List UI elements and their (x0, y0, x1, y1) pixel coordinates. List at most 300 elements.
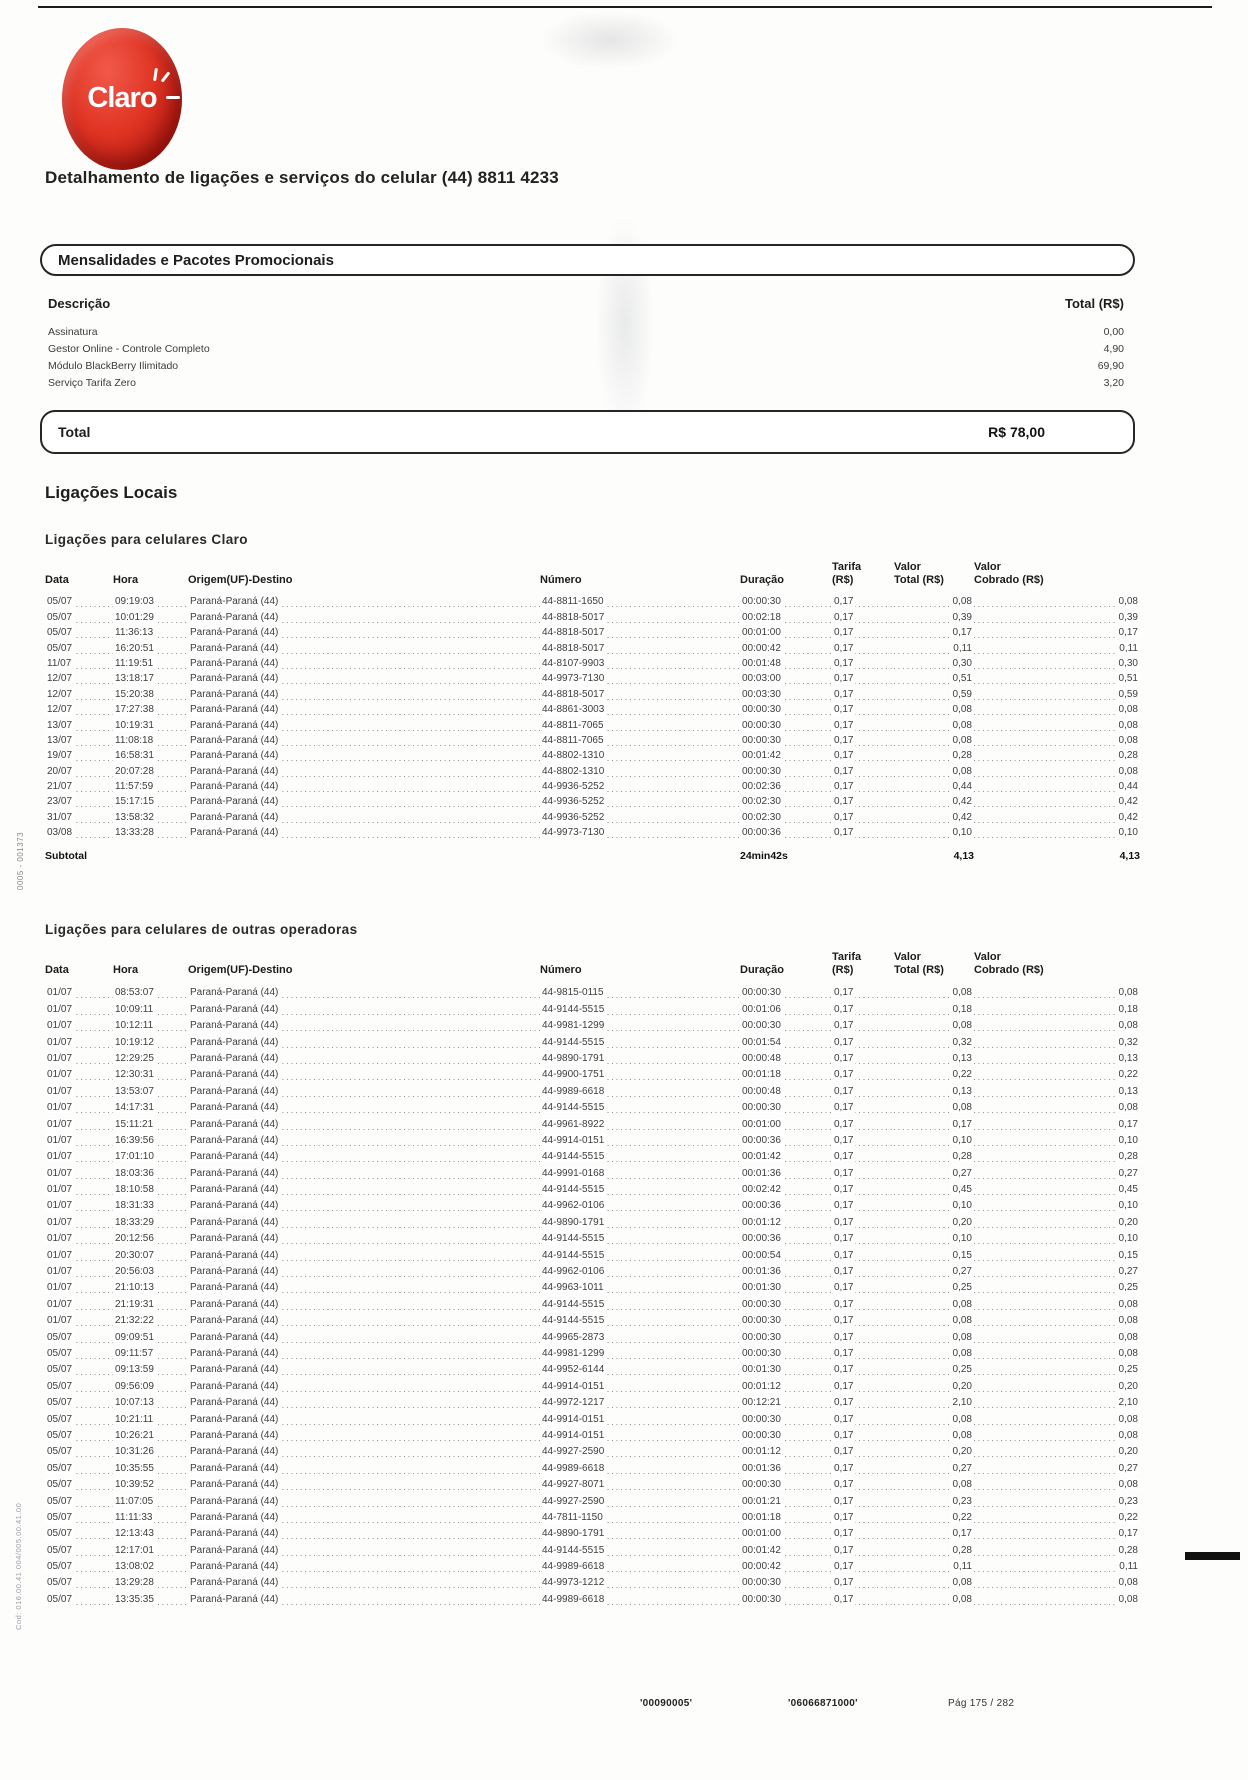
cell-valor-total: 0,27 (894, 1162, 974, 1178)
column-header: Duração (740, 574, 785, 586)
section-header-label: Mensalidades e Pacotes Promocionais (58, 252, 334, 269)
cell-valor-cobrado: 2,10 (974, 1392, 1140, 1408)
total-value: R$ 78,00 (988, 424, 1045, 440)
cell-data: 01/07 (45, 1146, 113, 1162)
call-row (45, 715, 1140, 730)
cell-valor-cobrado: 0,28 (974, 746, 1140, 761)
cell-numero: 44-8818-5017 (540, 623, 740, 638)
cell-hora: 08:53:07 (113, 982, 188, 998)
cell-valor-cobrado: 0,11 (974, 1556, 1140, 1572)
cell-valor-cobrado: 0,17 (974, 1113, 1140, 1129)
cell-numero: 44-9989-6618 (540, 1457, 740, 1473)
cell-data: 01/07 (45, 1310, 113, 1326)
cell-valor-total: 0,08 (894, 715, 974, 730)
cell-hora: 17:01:10 (113, 1146, 188, 1162)
margin-code-top: 0005 - 001373 (16, 831, 25, 890)
cell-numero: 44-9914-0151 (540, 1408, 740, 1424)
cell-tarifa: 0,17 (832, 1408, 894, 1424)
cell-origem-destino: Paraná-Paraná (44) (188, 1113, 540, 1129)
cell-tarifa: 0,17 (832, 1343, 894, 1359)
cell-tarifa: 0,17 (832, 1048, 894, 1064)
cell-data: 13/07 (45, 731, 113, 746)
cell-data: 19/07 (45, 746, 113, 761)
cell-valor-total: 0,10 (894, 823, 974, 838)
column-header: Origem(UF)-Destino (188, 574, 293, 586)
scan-smudge (540, 10, 680, 70)
cell-hora: 11:08:18 (113, 731, 188, 746)
cell-data: 05/07 (45, 1490, 113, 1506)
cell-hora: 21:32:22 (113, 1310, 188, 1326)
cell-numero: 44-8818-5017 (540, 638, 740, 653)
call-row (45, 1146, 1140, 1162)
column-header: Duração (740, 964, 785, 976)
cell-duracao: 00:03:30 (740, 684, 832, 699)
cell-duracao: 00:00:30 (740, 761, 832, 776)
call-row (45, 1457, 1140, 1473)
subtotal-row (45, 838, 1140, 862)
cell-duracao: 00:01:48 (740, 654, 832, 669)
cell-numero: 44-9952-6144 (540, 1359, 740, 1375)
cell-data: 05/07 (45, 1441, 113, 1457)
cell-tarifa: 0,17 (832, 1507, 894, 1523)
cell-numero: 44-9144-5515 (540, 1244, 740, 1260)
cell-hora: 10:35:55 (113, 1457, 188, 1473)
cell-numero: 44-9973-1212 (540, 1572, 740, 1588)
cell-data: 20/07 (45, 761, 113, 776)
cell-valor-total: 0,10 (894, 1130, 974, 1146)
cell-numero: 44-9144-5515 (540, 1179, 740, 1195)
cell-valor-cobrado: 0,10 (974, 1130, 1140, 1146)
cell-data: 01/07 (45, 1048, 113, 1064)
call-row (45, 1556, 1140, 1572)
cell-valor-total: 0,13 (894, 1080, 974, 1096)
call-row (45, 623, 1140, 638)
cell-origem-destino: Paraná-Paraná (44) (188, 807, 540, 822)
cell-valor-cobrado: 0,13 (974, 1080, 1140, 1096)
cell-origem-destino: Paraná-Paraná (44) (188, 1408, 540, 1424)
cell-hora: 13:18:17 (113, 669, 188, 684)
cell-valor-total: 0,13 (894, 1048, 974, 1064)
cell-hora: 09:56:09 (113, 1375, 188, 1391)
column-header: Valor Total (R$) (894, 561, 944, 586)
call-row (45, 654, 1140, 669)
cell-tarifa: 0,17 (832, 1392, 894, 1408)
cell-valor-cobrado: 0,08 (974, 1293, 1140, 1309)
cell-valor-cobrado: 0,59 (974, 684, 1140, 699)
cell-duracao: 00:00:30 (740, 1588, 832, 1604)
cell-valor-cobrado: 0,17 (974, 1523, 1140, 1539)
cell-duracao: 00:00:30 (740, 592, 832, 607)
cell-valor-total: 0,11 (894, 1556, 974, 1572)
cell-tarifa: 0,17 (832, 700, 894, 715)
call-row (45, 998, 1140, 1014)
cell-origem-destino: Paraná-Paraná (44) (188, 1261, 540, 1277)
cell-valor-cobrado: 0,13 (974, 1048, 1140, 1064)
cell-valor-cobrado: 0,08 (974, 1588, 1140, 1604)
cell-duracao: 00:00:30 (740, 731, 832, 746)
call-row (45, 1375, 1140, 1391)
cell-valor-cobrado: 0,20 (974, 1211, 1140, 1227)
cell-numero: 44-9927-8071 (540, 1474, 740, 1490)
cell-valor-total: 0,39 (894, 607, 974, 622)
cell-valor-cobrado: 0,08 (974, 1572, 1140, 1588)
cell-valor-total: 0,08 (894, 1408, 974, 1424)
cell-valor-cobrado: 0,08 (974, 982, 1140, 998)
cell-hora: 16:58:31 (113, 746, 188, 761)
cell-hora: 10:19:31 (113, 715, 188, 730)
cell-valor-cobrado: 0,27 (974, 1457, 1140, 1473)
scan-registration-mark (1185, 1552, 1240, 1560)
cell-duracao: 00:01:12 (740, 1441, 832, 1457)
cell-origem-destino: Paraná-Paraná (44) (188, 654, 540, 669)
cell-duracao: 00:01:36 (740, 1162, 832, 1178)
cell-origem-destino: Paraná-Paraná (44) (188, 1064, 540, 1080)
cell-data: 05/07 (45, 1359, 113, 1375)
cell-duracao: 00:01:18 (740, 1507, 832, 1523)
cell-duracao: 00:00:42 (740, 638, 832, 653)
cell-valor-total: 0,17 (894, 623, 974, 638)
cell-valor-total: 0,10 (894, 1195, 974, 1211)
cell-hora: 20:07:28 (113, 761, 188, 776)
cell-duracao: 00:00:30 (740, 715, 832, 730)
cell-origem-destino: Paraná-Paraná (44) (188, 998, 540, 1014)
cell-duracao: 00:01:21 (740, 1490, 832, 1506)
cell-numero: 44-9989-6618 (540, 1556, 740, 1572)
call-row (45, 1113, 1140, 1129)
cell-tarifa: 0,17 (832, 777, 894, 792)
subsection-title: Ligações para celulares de outras operadoras (45, 922, 358, 937)
cell-numero: 44-9936-5252 (540, 792, 740, 807)
cell-valor-total: 0,25 (894, 1277, 974, 1293)
cell-valor-total: 0,08 (894, 1425, 974, 1441)
cell-numero: 44-9815-0115 (540, 982, 740, 998)
call-row (45, 1293, 1140, 1309)
cell-duracao: 00:00:30 (740, 1097, 832, 1113)
cell-tarifa: 0,17 (832, 731, 894, 746)
cell-valor-cobrado: 0,22 (974, 1064, 1140, 1080)
cell-valor-total: 0,25 (894, 1359, 974, 1375)
cell-hora: 18:33:29 (113, 1211, 188, 1227)
cell-hora: 13:33:28 (113, 823, 188, 838)
cell-hora: 09:19:03 (113, 592, 188, 607)
cell-data: 12/07 (45, 700, 113, 715)
table-header-row (45, 951, 1140, 982)
cell-hora: 13:08:02 (113, 1556, 188, 1572)
cell-origem-destino: Paraná-Paraná (44) (188, 1048, 540, 1064)
call-row (45, 592, 1140, 607)
cell-numero: 44-9936-5252 (540, 807, 740, 822)
cell-hora: 13:53:07 (113, 1080, 188, 1096)
column-header: Hora (113, 964, 139, 976)
cell-origem-destino: Paraná-Paraná (44) (188, 1588, 540, 1604)
cell-numero: 44-9927-2590 (540, 1490, 740, 1506)
call-row (45, 1228, 1140, 1244)
cell-data: 01/07 (45, 1293, 113, 1309)
column-header: Número (540, 964, 582, 976)
cell-origem-destino: Paraná-Paraná (44) (188, 1326, 540, 1342)
cell-data: 01/07 (45, 1031, 113, 1047)
cell-data: 05/07 (45, 1343, 113, 1359)
cell-numero: 44-9144-5515 (540, 998, 740, 1014)
cell-tarifa: 0,17 (832, 1474, 894, 1490)
cell-origem-destino: Paraná-Paraná (44) (188, 1507, 540, 1523)
cell-duracao: 00:00:30 (740, 1310, 832, 1326)
item-desc: Gestor Online - Controle Completo (48, 343, 210, 355)
cell-data: 05/07 (45, 638, 113, 653)
cell-hora: 09:13:59 (113, 1359, 188, 1375)
cell-tarifa: 0,17 (832, 1064, 894, 1080)
cell-valor-cobrado: 0,27 (974, 1261, 1140, 1277)
section-header-mensalidades (40, 244, 1135, 276)
cell-origem-destino: Paraná-Paraná (44) (188, 1244, 540, 1260)
cell-numero: 44-9890-1791 (540, 1048, 740, 1064)
item-desc: Serviço Tarifa Zero (48, 377, 136, 389)
cell-numero: 44-8802-1310 (540, 746, 740, 761)
cell-duracao: 00:00:48 (740, 1080, 832, 1096)
cell-tarifa: 0,17 (832, 1556, 894, 1572)
call-row (45, 1179, 1140, 1195)
cell-numero: 44-9144-5515 (540, 1539, 740, 1555)
footer-code-1: '00090005' (640, 1698, 693, 1709)
column-header: Data (45, 964, 69, 976)
cell-numero: 44-8107-9903 (540, 654, 740, 669)
cell-valor-total: 0,08 (894, 1293, 974, 1309)
cell-valor-total: 0,27 (894, 1261, 974, 1277)
cell-tarifa: 0,17 (832, 1425, 894, 1441)
cell-origem-destino: Paraná-Paraná (44) (188, 1080, 540, 1096)
call-row (45, 607, 1140, 622)
cell-tarifa: 0,17 (832, 761, 894, 776)
monthly-item (48, 375, 1124, 392)
cell-valor-total: 0,08 (894, 761, 974, 776)
cell-hora: 11:07:05 (113, 1490, 188, 1506)
cell-duracao: 00:01:00 (740, 1113, 832, 1129)
call-row (45, 1064, 1140, 1080)
cell-hora: 18:03:36 (113, 1162, 188, 1178)
cell-hora: 10:09:11 (113, 998, 188, 1014)
cell-data: 03/08 (45, 823, 113, 838)
cell-valor-total: 0,11 (894, 638, 974, 653)
cell-tarifa: 0,17 (832, 998, 894, 1014)
cell-valor-total: 0,08 (894, 731, 974, 746)
cell-duracao: 00:00:30 (740, 700, 832, 715)
cell-origem-destino: Paraná-Paraná (44) (188, 607, 540, 622)
column-header-total: Total (R$) (1065, 296, 1124, 311)
cell-duracao: 00:00:54 (740, 1244, 832, 1260)
cell-valor-cobrado: 0,44 (974, 777, 1140, 792)
cell-valor-cobrado: 0,08 (974, 1015, 1140, 1031)
cell-hora: 20:12:56 (113, 1228, 188, 1244)
cell-valor-cobrado: 0,08 (974, 592, 1140, 607)
cell-duracao: 00:00:48 (740, 1048, 832, 1064)
cell-numero: 44-9973-7130 (540, 823, 740, 838)
cell-tarifa: 0,17 (832, 638, 894, 653)
cell-duracao: 00:12:21 (740, 1392, 832, 1408)
cell-data: 05/07 (45, 1408, 113, 1424)
cell-duracao: 00:01:30 (740, 1359, 832, 1375)
call-row (45, 1474, 1140, 1490)
cell-valor-cobrado: 0,10 (974, 823, 1140, 838)
cell-origem-destino: Paraná-Paraná (44) (188, 1539, 540, 1555)
cell-origem-destino: Paraná-Paraná (44) (188, 982, 540, 998)
cell-valor-total: 0,08 (894, 1572, 974, 1588)
cell-valor-total: 0,17 (894, 1523, 974, 1539)
footer-page-number: Pág 175 / 282 (948, 1698, 1015, 1709)
cell-origem-destino: Paraná-Paraná (44) (188, 1457, 540, 1473)
cell-data: 11/07 (45, 654, 113, 669)
cell-valor-total: 0,10 (894, 1228, 974, 1244)
cell-data: 05/07 (45, 1326, 113, 1342)
column-header: Valor Cobrado (R$) (974, 561, 1044, 586)
cell-valor-cobrado: 0,17 (974, 623, 1140, 638)
call-row (45, 792, 1140, 807)
cell-data: 01/07 (45, 1211, 113, 1227)
cell-tarifa: 0,17 (832, 1179, 894, 1195)
cell-tarifa: 0,17 (832, 1031, 894, 1047)
cell-duracao: 00:00:30 (740, 982, 832, 998)
cell-valor-cobrado: 0,18 (974, 998, 1140, 1014)
cell-numero: 44-8811-1650 (540, 592, 740, 607)
cell-tarifa: 0,17 (832, 1162, 894, 1178)
cell-hora: 10:07:13 (113, 1392, 188, 1408)
cell-data: 23/07 (45, 792, 113, 807)
call-row (45, 982, 1140, 998)
cell-duracao: 00:01:42 (740, 1539, 832, 1555)
cell-valor-total: 0,51 (894, 669, 974, 684)
cell-data: 31/07 (45, 807, 113, 822)
cell-origem-destino: Paraná-Paraná (44) (188, 1425, 540, 1441)
cell-duracao: 00:00:30 (740, 1408, 832, 1424)
cell-duracao: 00:01:18 (740, 1064, 832, 1080)
cell-valor-cobrado: 0,39 (974, 607, 1140, 622)
cell-duracao: 00:01:12 (740, 1211, 832, 1227)
claro-calls-table (45, 561, 1140, 862)
cell-hora: 10:31:26 (113, 1441, 188, 1457)
cell-origem-destino: Paraná-Paraná (44) (188, 1162, 540, 1178)
cell-hora: 12:13:43 (113, 1523, 188, 1539)
cell-valor-cobrado: 0,25 (974, 1359, 1140, 1375)
cell-data: 05/07 (45, 1392, 113, 1408)
total-label: Total (58, 424, 91, 440)
cell-data: 05/07 (45, 607, 113, 622)
cell-numero: 44-9962-0106 (540, 1261, 740, 1277)
cell-data: 01/07 (45, 1261, 113, 1277)
cell-numero: 44-9914-0151 (540, 1375, 740, 1391)
call-row (45, 1015, 1140, 1031)
cell-tarifa: 0,17 (832, 1588, 894, 1604)
column-header: Hora (113, 574, 139, 586)
item-value: 3,20 (1103, 377, 1124, 389)
cell-data: 05/07 (45, 1572, 113, 1588)
margin-code-bottom: Cod: 016.00.41 004/005.00.41.00 (14, 1502, 23, 1630)
cell-valor-total: 0,08 (894, 1326, 974, 1342)
cell-origem-destino: Paraná-Paraná (44) (188, 1310, 540, 1326)
cell-origem-destino: Paraná-Paraná (44) (188, 1097, 540, 1113)
cell-origem-destino: Paraná-Paraná (44) (188, 1523, 540, 1539)
claro-logo-text: Claro (87, 82, 157, 114)
cell-valor-total: 0,20 (894, 1375, 974, 1391)
cell-hora: 10:26:21 (113, 1425, 188, 1441)
cell-origem-destino: Paraná-Paraná (44) (188, 1474, 540, 1490)
cell-tarifa: 0,17 (832, 1523, 894, 1539)
monthly-item (48, 358, 1124, 375)
call-row (45, 1408, 1140, 1424)
cell-data: 05/07 (45, 1539, 113, 1555)
cell-valor-total: 0,22 (894, 1064, 974, 1080)
cell-numero: 44-8818-5017 (540, 607, 740, 622)
cell-hora: 10:12:11 (113, 1015, 188, 1031)
call-row (45, 1588, 1140, 1604)
cell-duracao: 00:00:30 (740, 1425, 832, 1441)
cell-data: 13/07 (45, 715, 113, 730)
cell-data: 01/07 (45, 1179, 113, 1195)
cell-tarifa: 0,17 (832, 1293, 894, 1309)
cell-tarifa: 0,17 (832, 1490, 894, 1506)
cell-valor-total: 0,08 (894, 1310, 974, 1326)
call-row (45, 777, 1140, 792)
cell-tarifa: 0,17 (832, 1326, 894, 1342)
cell-hora: 10:39:52 (113, 1474, 188, 1490)
cell-data: 05/07 (45, 1425, 113, 1441)
cell-origem-destino: Paraná-Paraná (44) (188, 1572, 540, 1588)
call-row (45, 1211, 1140, 1227)
call-row (45, 1343, 1140, 1359)
column-header: Tarifa (R$) (832, 561, 862, 586)
cell-valor-total: 0,32 (894, 1031, 974, 1047)
cell-valor-cobrado: 0,42 (974, 807, 1140, 822)
call-row (45, 1261, 1140, 1277)
column-header: Data (45, 574, 69, 586)
cell-valor-cobrado: 0,08 (974, 761, 1140, 776)
call-row (45, 1507, 1140, 1523)
cell-numero: 44-9965-2873 (540, 1326, 740, 1342)
item-value: 0,00 (1103, 326, 1124, 338)
cell-valor-cobrado: 0,08 (974, 715, 1140, 730)
cell-numero: 44-9144-5515 (540, 1146, 740, 1162)
subtotal-label: Subtotal (45, 850, 87, 863)
cell-valor-cobrado: 0,22 (974, 1507, 1140, 1523)
call-row (45, 1097, 1140, 1113)
call-row (45, 1572, 1140, 1588)
cell-valor-cobrado: 0,28 (974, 1146, 1140, 1162)
call-row (45, 1195, 1140, 1211)
cell-valor-cobrado: 0,08 (974, 700, 1140, 715)
call-row (45, 700, 1140, 715)
cell-duracao: 00:00:30 (740, 1326, 832, 1342)
footer-code-2: '06066871000' (788, 1698, 858, 1709)
cell-data: 01/07 (45, 1244, 113, 1260)
cell-origem-destino: Paraná-Paraná (44) (188, 1015, 540, 1031)
cell-duracao: 00:00:30 (740, 1293, 832, 1309)
cell-valor-cobrado: 0,45 (974, 1179, 1140, 1195)
cell-hora: 12:17:01 (113, 1539, 188, 1555)
cell-origem-destino: Paraná-Paraná (44) (188, 731, 540, 746)
cell-tarifa: 0,17 (832, 592, 894, 607)
cell-origem-destino: Paraná-Paraná (44) (188, 1277, 540, 1293)
cell-valor-cobrado: 0,30 (974, 654, 1140, 669)
monthly-items-list (48, 324, 1124, 392)
item-value: 4,90 (1103, 343, 1124, 355)
page-top-rule (38, 6, 1212, 8)
cell-valor-total: 0,08 (894, 1097, 974, 1113)
section-title-ligacoes-locais: Ligações Locais (45, 483, 178, 502)
call-row (45, 1326, 1140, 1342)
cell-tarifa: 0,17 (832, 807, 894, 822)
call-row (45, 1130, 1140, 1146)
cell-tarifa: 0,17 (832, 1310, 894, 1326)
cell-valor-total: 0,20 (894, 1211, 974, 1227)
cell-tarifa: 0,17 (832, 1277, 894, 1293)
